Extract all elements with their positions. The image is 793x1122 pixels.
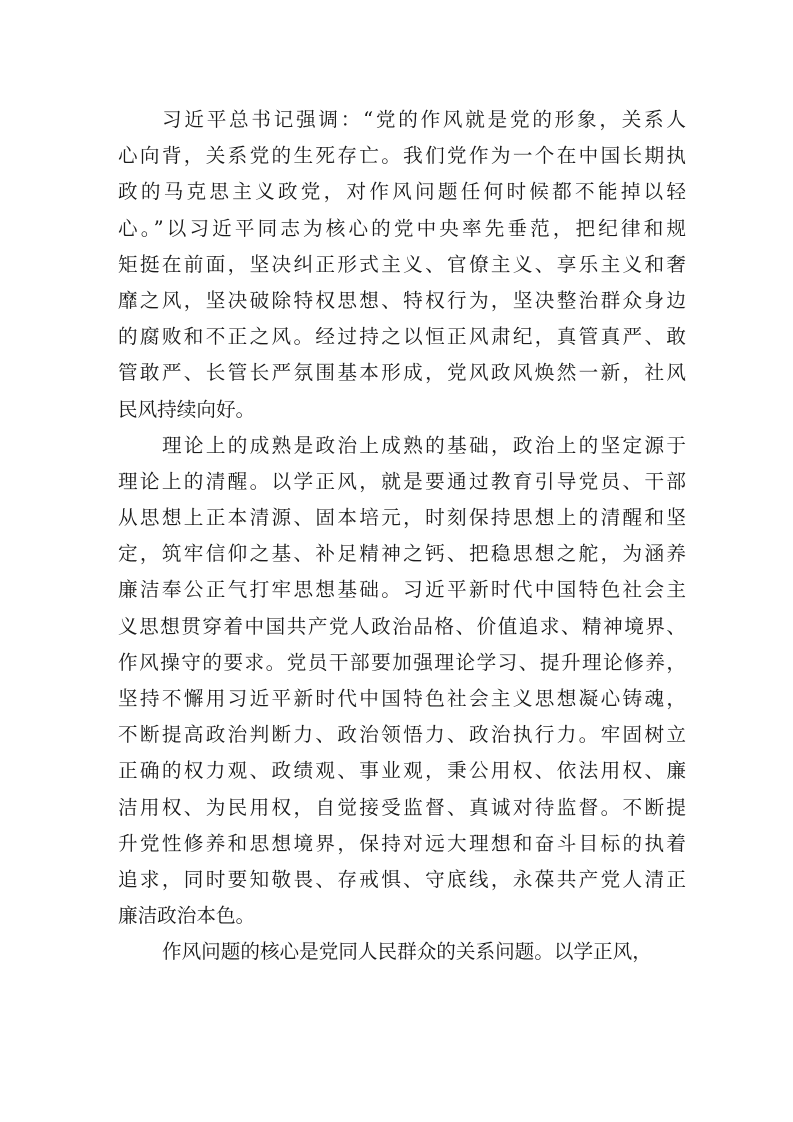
text-line: 政的马克思主义政党，对作风问题任何时候都不能掉以轻: [118, 180, 686, 204]
text-line: 矩挺在前面，坚决纠正形式主义、官僚主义、享乐主义和奢: [118, 252, 686, 276]
text-line: 追求，同时要知敬畏、存戒惧、守底线，永葆共产党人清正: [118, 867, 686, 891]
text-line: 洁用权、为民用权，自觉接受监督、真诚对待监督。不断提: [118, 795, 686, 819]
paragraph-party-style-importance: [118, 102, 686, 428]
text-line: 坚持不懈用习近平新时代中国特色社会主义思想凝心铸魂，: [118, 687, 686, 710]
text-line: 心。”以习近平同志为核心的党中央率先垂范，把纪律和规: [118, 216, 686, 240]
text-line: 廉洁奉公正气打牢思想基础。习近平新时代中国特色社会主: [118, 578, 686, 602]
text-line: 升党性修养和思想境界，保持对远大理想和奋斗目标的执着: [118, 831, 686, 855]
text-line: 理论上的清醒。以学正风，就是要通过教育引导党员、干部: [118, 469, 686, 493]
text-line: 正确的权力观、政绩观、事业观，秉公用权、依法用权、廉: [118, 759, 686, 783]
text-line: 靡之风，坚决破除特权思想、特权行为，坚决整治群众身边: [118, 288, 686, 312]
text-line: 义思想贯穿着中国共产党人政治品格、价值追求、精神境界、: [118, 614, 686, 638]
document-body: [118, 102, 686, 971]
text-line: 习近平总书记强调：“党的作风就是党的形象，关系人: [162, 108, 686, 131]
text-line: 理论上的成熟是政治上成熟的基础，政治上的坚定源于: [162, 433, 686, 457]
text-line: 廉洁政治本色。: [118, 904, 256, 928]
text-line: 心向背，关系党的生死存亡。我们党作为一个在中国长期执: [118, 144, 686, 168]
text-line: 管敢严、长管长严氛围基本形成，党风政风焕然一新，社风: [118, 361, 686, 385]
text-line: 的腐败和不正之风。经过持之以恒正风肃纪，真管真严、敢: [118, 325, 686, 349]
text-line: 不断提高政治判断力、政治领悟力、政治执行力。牢固树立: [118, 723, 686, 747]
text-line: 从思想上正本清源、固本培元，时刻保持思想上的清醒和坚: [118, 506, 686, 530]
text-line: 定，筑牢信仰之基、补足精神之钙、把稳思想之舵，为涵养: [118, 542, 686, 566]
text-line: 作风操守的要求。党员干部要加强理论学习、提升理论修养，: [118, 650, 686, 674]
paragraph-theory-maturity: [118, 428, 686, 935]
text-line: 作风问题的核心是党同人民群众的关系问题。以学正风，: [162, 940, 652, 964]
text-line: 民风持续向好。: [118, 397, 256, 421]
paragraph-mass-relations: [118, 934, 686, 970]
